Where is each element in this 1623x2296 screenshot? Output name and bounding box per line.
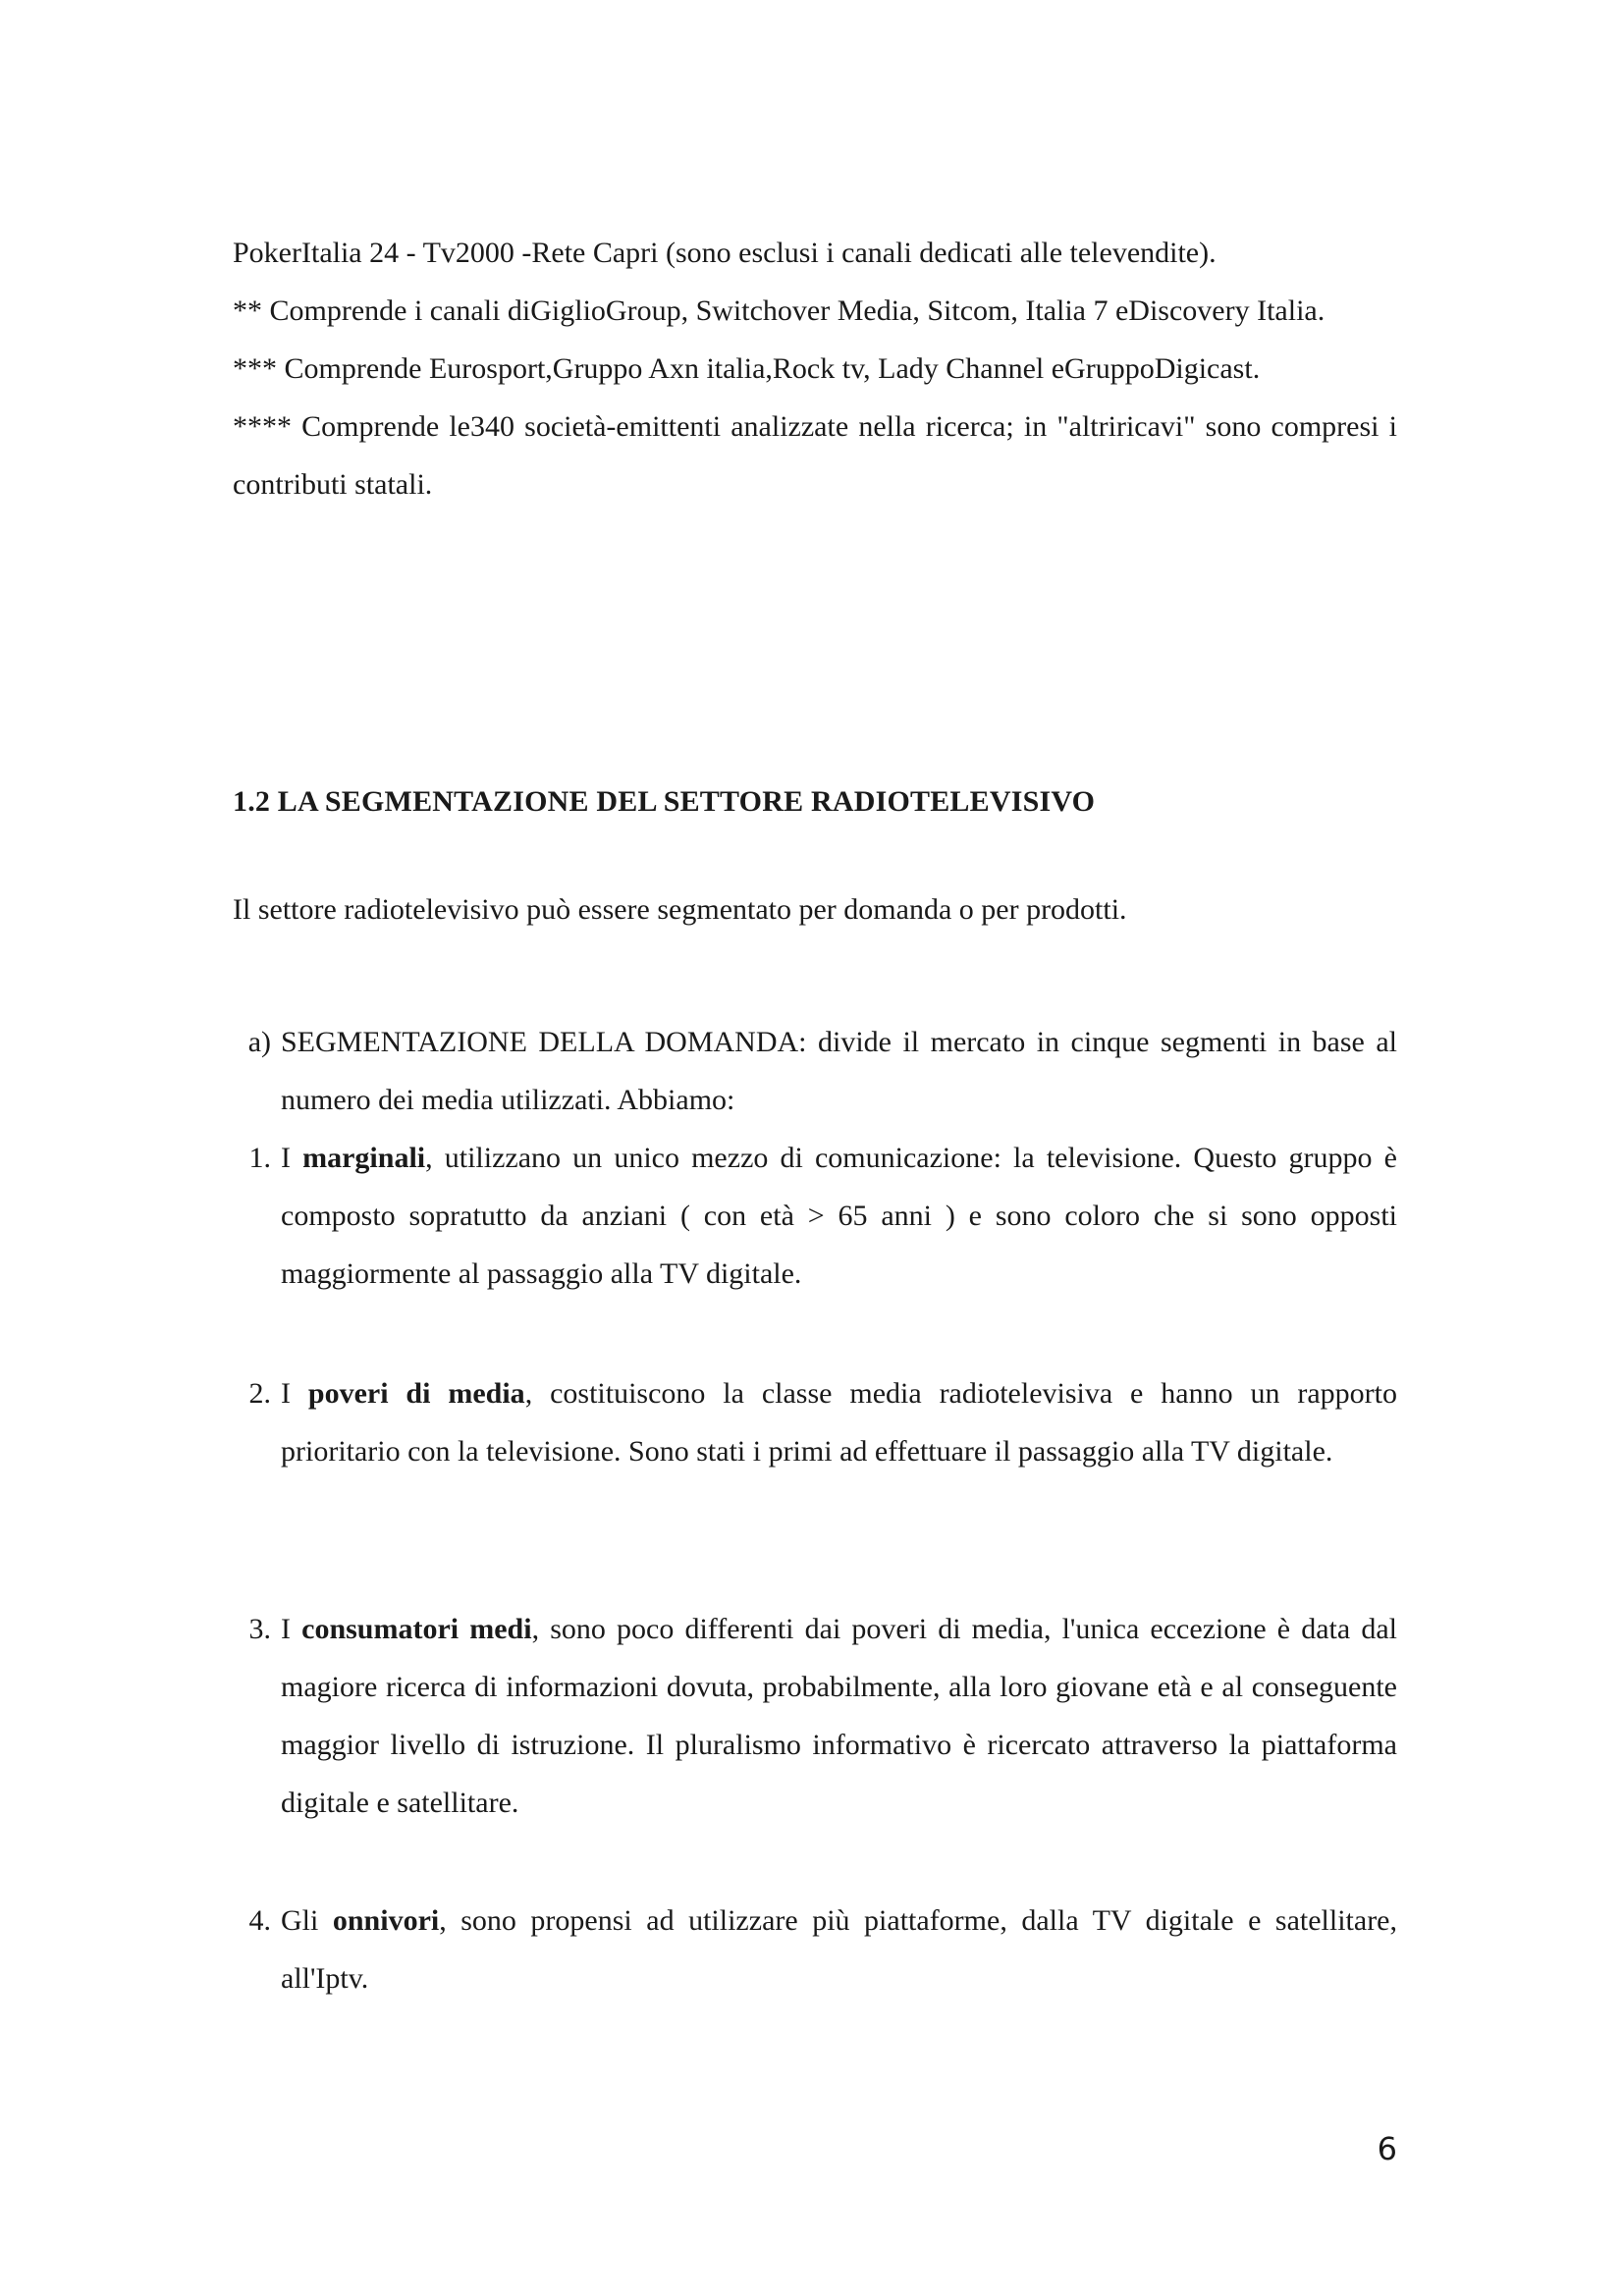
section-heading: 1.2 LA SEGMENTAZIONE DEL SETTORE RADIOTELEVISIVO — [233, 785, 1096, 818]
footnote-line: PokerItalia 24 - Tv2000 -Rete Capri (sono esclusi i canali dedicati alle televendite). — [233, 237, 1217, 269]
list-marker: 1. — [248, 1142, 271, 1174]
item-description: , sono poco differenti dai poveri di media, l'unica eccezione è data dal magiore ricerca di informazioni dovuta, probabilmente, alla loro giovane età e al conseguente maggior livello di istruzione. Il pluralismo informativo è ricercato attraverso la piattaforma digitale e satellitare. — [281, 1613, 1397, 1819]
list-marker: a) — [247, 1026, 271, 1058]
list-item-a — [247, 1013, 1397, 1129]
item-prefix: I — [281, 1377, 308, 1410]
item-prefix: I — [281, 1142, 303, 1174]
item-term: consumatori medi — [301, 1613, 532, 1645]
item-term: onnivori — [332, 1904, 440, 1937]
list-marker: 3. — [248, 1613, 271, 1645]
list-item — [248, 1364, 1398, 1480]
item-description: , utilizzano un unico mezzo di comunicazione: la televisione. Questo gruppo è composto sopratutto da anziani ( con età > 65 anni ) e sono coloro che si sono opposti maggiormente al passaggio alla TV digitale. — [281, 1142, 1397, 1290]
list-item-text — [281, 1892, 1397, 2007]
list-marker: 4. — [248, 1904, 271, 1937]
list-marker: 2. — [248, 1377, 271, 1410]
page-number: 6 — [1377, 2130, 1397, 2167]
section-intro: Il settore radiotelevisivo può essere segmentato per domanda o per prodotti. — [233, 893, 1127, 926]
item-term: poveri di media — [307, 1377, 525, 1410]
item-prefix: I — [281, 1613, 302, 1645]
footnote-line: *** Comprende Eurosport,Gruppo Axn italia,Rock tv, Lady Channel eGruppoDigicast. — [233, 352, 1261, 385]
list-item-text: SEGMENTAZIONE DELLA DOMANDA: divide il mercato in cinque segmenti in base al numero dei media utilizzati. Abbiamo: — [281, 1026, 1397, 1116]
item-prefix: Gli — [281, 1904, 333, 1937]
item-description: , sono propensi ad utilizzare più piattaforme, dalla TV digitale e satellitare, all'Iptv. — [281, 1904, 1397, 1995]
list-item — [248, 1129, 1397, 1303]
item-term: marginali — [302, 1142, 426, 1174]
footnotes — [233, 224, 1397, 513]
footnote-line: **** Comprende le340 società-emittenti analizzate nella ricerca; in "altriricavi" sono compresi i contributi statali. — [233, 410, 1397, 501]
list-item-text — [281, 1129, 1397, 1303]
list-item-text — [281, 1364, 1397, 1480]
item-description: , costituiscono la classe media radiotelevisiva e hanno un rapporto prioritario con la televisione. Sono stati i primi ad effettuare il passaggio alla TV digitale. — [281, 1377, 1398, 1468]
list-item — [248, 1892, 1397, 2007]
list-item — [248, 1600, 1397, 1832]
footnote-line: ** Comprende i canali diGiglioGroup, Switchover Media, Sitcom, Italia 7 eDiscovery Italia. — [233, 294, 1325, 327]
list-item-text — [281, 1600, 1397, 1832]
